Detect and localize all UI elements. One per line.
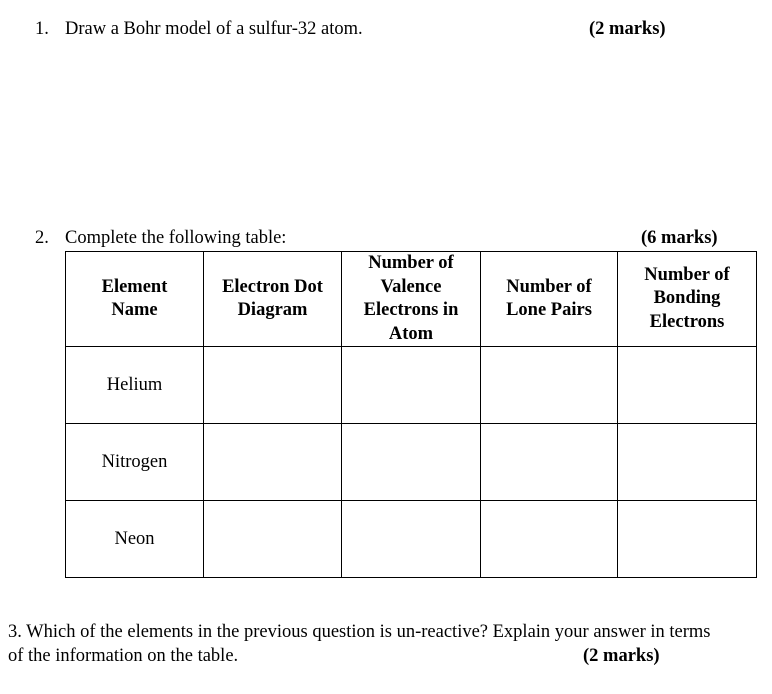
electron-dot-cell[interactable] — [204, 424, 342, 501]
valence-electrons-cell[interactable] — [342, 424, 481, 501]
q3-marks: (2 marks) — [583, 646, 660, 666]
element-name-cell: Neon — [66, 501, 204, 578]
header-element-name: Element Name — [66, 252, 204, 347]
header-lone-pairs: Number of Lone Pairs — [481, 252, 618, 347]
electron-dot-cell[interactable] — [204, 347, 342, 424]
header-electron-dot-diagram: Electron Dot Diagram — [204, 252, 342, 347]
q2-number: 2. — [35, 228, 49, 248]
q2-marks: (6 marks) — [641, 228, 718, 248]
element-name-cell: Nitrogen — [66, 424, 204, 501]
lone-pairs-cell[interactable] — [481, 347, 618, 424]
table-row — [66, 501, 757, 578]
header-bonding-electrons: Number of Bonding Electrons — [618, 252, 757, 347]
element-table — [65, 251, 757, 578]
q3-block — [8, 620, 768, 668]
valence-electrons-cell[interactable] — [342, 347, 481, 424]
bonding-electrons-cell[interactable] — [618, 501, 757, 578]
q3-text-line2: of the information on the table. — [8, 646, 239, 666]
bonding-electrons-cell[interactable] — [618, 347, 757, 424]
table-header-row — [66, 252, 757, 347]
table-row — [66, 424, 757, 501]
q1-number: 1. — [35, 19, 49, 39]
electron-dot-cell[interactable] — [204, 501, 342, 578]
q2-text: Complete the following table: — [65, 228, 287, 248]
header-valence-electrons: Number of Valence Electrons in Atom — [342, 252, 481, 347]
q1-text: Draw a Bohr model of a sulfur-32 atom. — [65, 19, 363, 39]
table-row — [66, 347, 757, 424]
q3-text-line1: 3. Which of the elements in the previous question is un-reactive? Explain your answer in terms — [8, 622, 711, 642]
lone-pairs-cell[interactable] — [481, 501, 618, 578]
q3-line2 — [8, 644, 768, 668]
q1-marks: (2 marks) — [589, 19, 666, 39]
element-name-cell: Helium — [66, 347, 204, 424]
bonding-electrons-cell[interactable] — [618, 424, 757, 501]
valence-electrons-cell[interactable] — [342, 501, 481, 578]
lone-pairs-cell[interactable] — [481, 424, 618, 501]
